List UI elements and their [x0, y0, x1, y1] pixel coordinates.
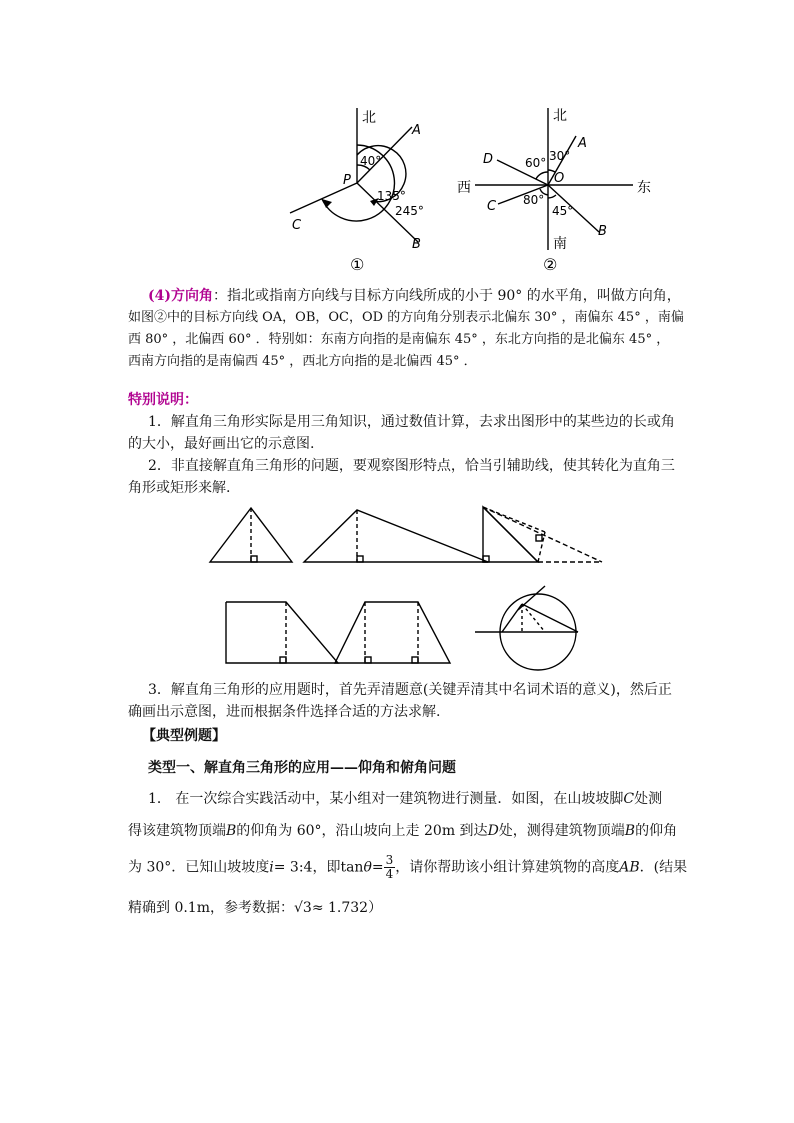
north-label: 北	[362, 110, 376, 126]
point-d-label: D	[483, 152, 494, 167]
notes-heading: 特别说明：	[128, 392, 198, 408]
fraction-three-quarters: $\frac{3}{4}$	[385, 853, 394, 881]
figure-1-caption: ①	[350, 255, 365, 274]
south-label: 南	[553, 236, 567, 252]
point-p-label: P	[343, 173, 351, 188]
problem-line-2: 得该建筑物顶端B的仰角为 60°，沿山坡向上走 20m 到达D处，测得建筑物顶端B的仰角	[128, 823, 678, 839]
compass-figure-2	[455, 100, 665, 275]
north-label: 北	[553, 108, 567, 124]
section4-line-2: 如图②中的目标方向线 OA，OB，OC，OD 的方向角分别表示北偏东 30° ，南偏东 45° ，南偏	[128, 310, 684, 325]
note-3-line-2: 确画出示意图，进而根据条件选择合适的方法求解.	[128, 704, 441, 720]
angle-40-label: 40°	[360, 154, 382, 168]
problem-line-4: 精确到 0.1m，参考数据：√3≈ 1.732）	[128, 900, 383, 916]
figure-2-caption: ②	[543, 255, 558, 274]
point-b-label: B	[598, 224, 607, 239]
type-1-heading: 类型一、解直角三角形的应用——仰角和俯角问题	[148, 760, 456, 776]
point-c-label: C	[487, 199, 497, 214]
west-label: 西	[457, 180, 471, 196]
point-b-label: B	[412, 237, 421, 252]
auxiliary-line-figures	[200, 500, 620, 675]
point-a-label: A	[412, 123, 421, 138]
sqrt-three: √3	[294, 900, 312, 916]
angle-135-label: 135°	[377, 189, 406, 203]
note-2-line-1: 2．非直接解直角三角形的问题，要观察图形特点，恰当引辅助线，使其转化为直角三	[148, 458, 675, 474]
angle-45-label: 45°	[552, 204, 574, 218]
angle-30-label: 30°	[549, 149, 571, 163]
point-o-label: O	[554, 171, 565, 186]
note-1-line-2: 的大小，最好画出它的示意图.	[128, 436, 315, 452]
angle-80-label: 80°	[523, 193, 545, 207]
note-2-line-2: 角形或矩形来解.	[128, 480, 231, 496]
section4-line-4: 西南方向指的是南偏西 45° ，西北方向指的是北偏西 45° ．	[128, 354, 477, 369]
section4-line-3: 西 80° ，北偏西 60° ．特别如：东南方向指的是南偏东 45° ，东北方向指的是北偏东 45° ，	[128, 332, 670, 347]
angle-60-label: 60°	[525, 156, 547, 170]
point-c-label: C	[292, 218, 302, 233]
section4-heading: (4)方向角	[148, 288, 213, 304]
problem-line-3: 为 30°．已知山坡坡度i= 3:4，即tanθ= $\frac{3}{4}$ ，请你帮助该小组计算建筑物的高度AB．(结果	[128, 853, 688, 881]
east-label: 东	[637, 180, 651, 196]
note-1-line-1: 1．解直角三角形实际是用三角知识，通过数值计算，去求出图形中的某些边的长或角	[148, 414, 675, 430]
note-3-line-1: 3．解直角三角形的应用题时，首先弄清题意(关键弄清其中名词术语的意义)，然后正	[148, 682, 672, 698]
problem-line-1: 1． 在一次综合实践活动中，某小组对一建筑物进行测量．如图，在山坡坡脚C处测	[148, 791, 663, 807]
examples-heading: 【典型例题】	[142, 728, 226, 744]
section4-line-1: (4)方向角：指北或指南方向线与目标方向线所成的小于 90° 的水平角，叫做方向角，	[148, 288, 681, 304]
compass-figure-1	[280, 100, 450, 275]
angle-245-label: 245°	[395, 204, 424, 218]
point-a-label: A	[578, 136, 587, 151]
